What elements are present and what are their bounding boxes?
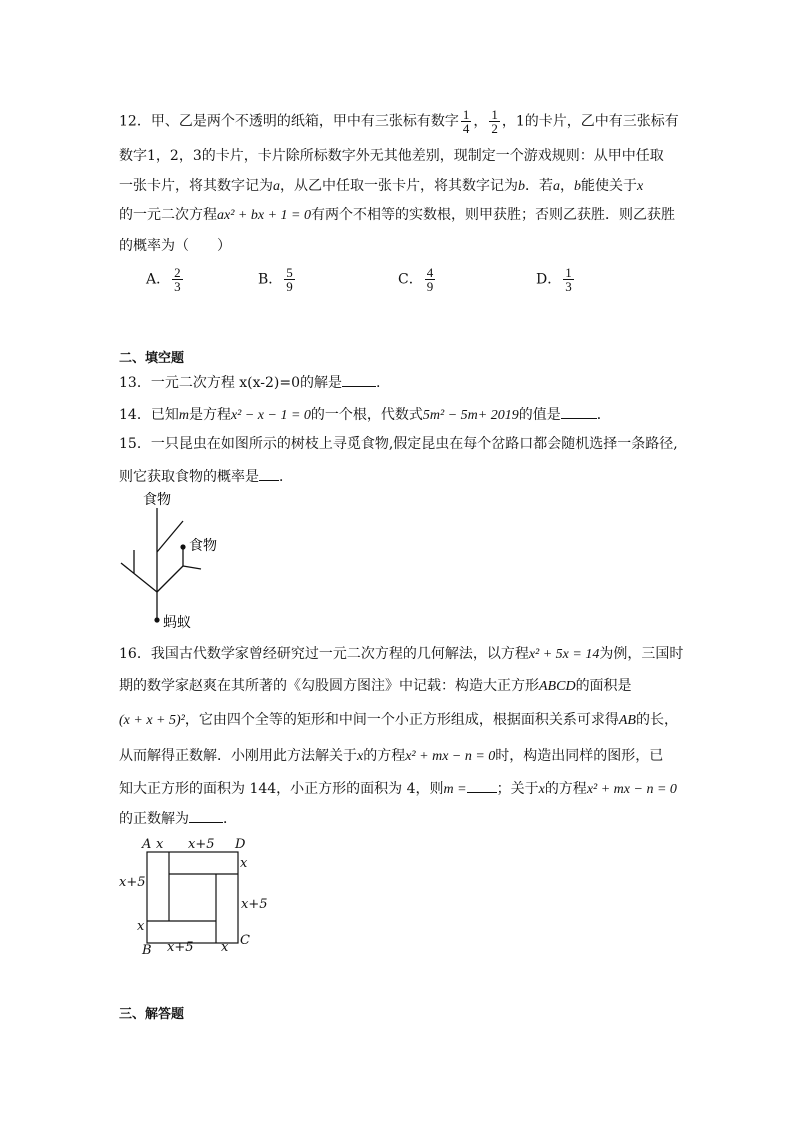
vertex-c: C	[240, 933, 250, 948]
label-bottom-x5: x+5	[167, 940, 194, 955]
big-square-abcd	[147, 852, 238, 943]
left-branch	[121, 563, 157, 592]
right-twig	[183, 566, 201, 569]
q12-line-5: 的概率为（ ）	[119, 238, 231, 254]
q16-line-6: 的正数解为 ．	[119, 808, 237, 829]
answer-blank-root[interactable]	[189, 808, 223, 823]
section-heading-answers: 三、解答题	[119, 1007, 185, 1022]
q16-line-4: 从而解得正数解．小刚用此方法解关于x的方程x² + mx − n = 0时，构造出同样的图形，已	[119, 748, 664, 764]
label-top-x: x	[156, 837, 164, 852]
option-c[interactable]: C． $\frac{4}{9}$	[398, 265, 434, 294]
section-heading-fill-in: 二、填空题	[119, 351, 185, 366]
q12-text: 12．甲、乙是两个不透明的纸箱，甲中有三张标有数字	[119, 113, 459, 130]
vertex-b: B	[142, 943, 152, 958]
label-left-x5: x+5	[119, 875, 146, 890]
option-d[interactable]: D． $\frac{1}{3}$	[536, 265, 572, 294]
label-bottom-x: x	[221, 940, 229, 955]
vertex-a: A	[142, 837, 152, 852]
answer-blank[interactable]	[342, 372, 376, 387]
vertex-d: D	[235, 837, 246, 852]
q12-line-3: 一张卡片，将其数字记为a，从乙中任取一张卡片，将其数字记为b．若a，b能使关于x	[119, 178, 644, 194]
q15-line-1: 15．一只昆虫在如图所示的树枝上寻觅食物,假定昆虫在每个岔路口都会随机选择一条路径,	[119, 436, 678, 452]
right-branch	[157, 566, 183, 592]
food-dot-right	[180, 544, 185, 549]
q16-line-2: 期的数学家赵爽在其所著的《勾股圆方图注》中记载：构造大正方形ABCD的面积是	[119, 678, 632, 694]
label-left-x: x	[137, 919, 145, 934]
square-diagram	[110, 832, 280, 960]
q12-line-1: 12．甲、乙是两个不透明的纸箱，甲中有三张标有数字 $\frac{1}{4}$ ， $\frac{1}{2}$ ，1的卡片，乙中有三张标有	[119, 107, 679, 136]
option-b[interactable]: B． $\frac{5}{9}$	[258, 265, 293, 294]
ant-label: 蚂蚁	[163, 615, 191, 631]
label-right-x: x	[240, 856, 248, 871]
food-label-top: 食物	[143, 492, 171, 508]
q12-equation: ax² + bx + 1 = 0	[217, 208, 311, 223]
ant-dot	[154, 617, 159, 622]
q16-line-3: (x + x + 5)²，它由四个全等的矩形和中间一个小正方形组成，根据面积关系可求得AB的长，	[119, 712, 678, 728]
option-a[interactable]: A． $\frac{2}{3}$	[146, 265, 181, 294]
fraction-one-half: $\frac{1}{2}$	[491, 107, 498, 136]
q15-line-2: 则它获取食物的概率是 ．	[119, 466, 293, 487]
label-right-x5: x+5	[241, 897, 268, 912]
fraction-one-quarter: $\frac{1}{4}$	[462, 107, 470, 136]
label-top-x5: x+5	[188, 837, 215, 852]
food-label-right: 食物	[189, 538, 217, 554]
q16-line-1: 16．我国古代数学家曾经研究过一元二次方程的几何解法，以方程x² + 5x = 14为例，三国时	[119, 646, 684, 662]
answer-blank[interactable]	[561, 404, 597, 419]
q16-line-5: 知大正方形的面积为 144，小正方形的面积为 4，则m = ；关于x的方程x² + mx − n = 0	[119, 778, 677, 800]
upper-branch	[157, 521, 183, 552]
q12-line-2: 数字1，2，3的卡片，卡片除所标数字外无其他差别，现制定一个游戏规则：从甲中任取	[119, 148, 664, 164]
answer-blank-m[interactable]	[467, 778, 497, 793]
answer-blank[interactable]	[259, 466, 279, 481]
q14: 14．已知m是方程x² − x − 1 = 0的一个根，代数式5m² − 5m+ 2019的值是 ．	[119, 404, 611, 426]
q13: 13．一元二次方程 x(x-2)=0的解是 .	[119, 372, 380, 393]
tree-branch-figure	[110, 488, 230, 633]
q12-line-4: 的一元二次方程ax² + bx + 1 = 0有两个不相等的实数根，则甲获胜；否则乙获胜．则乙获胜	[119, 207, 675, 223]
